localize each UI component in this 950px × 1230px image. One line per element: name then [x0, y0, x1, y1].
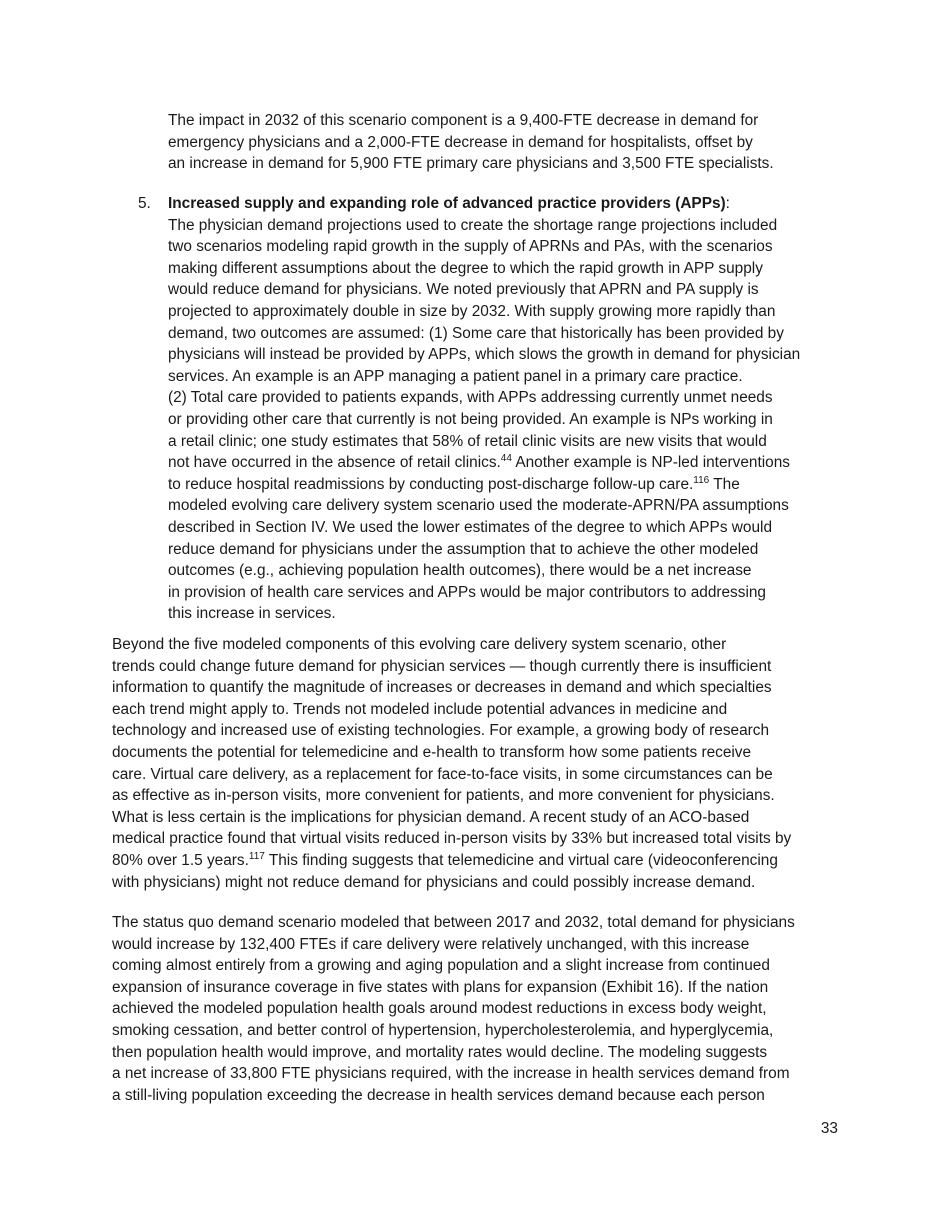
- list-item-number: 5.: [138, 195, 151, 212]
- paragraph-line-text: This finding suggests that telemedicine and virtual care (videoconferencing: [264, 851, 778, 869]
- list-line: would reduce demand for physicians. We noted previously that APRN and PA supply is: [168, 281, 759, 299]
- paragraph-line: a still-living population exceeding the decrease in health services demand because each person: [112, 1086, 765, 1104]
- paragraph-line: each trend might apply to. Trends not modeled include potential advances in medicine and: [112, 700, 728, 718]
- paragraph-line: with physicians) might not reduce demand for physicians and could possibly increase demand.: [112, 873, 756, 891]
- list-line: described in Section IV. We used the lower estimates of the degree to which APPs would: [168, 518, 772, 536]
- status-quo-paragraph: [112, 912, 842, 1106]
- list-item-body: [168, 193, 852, 625]
- list-line: making different assumptions about the degree to which the rapid growth in APP supply: [168, 259, 763, 277]
- paragraph-line: information to quantify the magnitude of increases or decreases in demand and which specialties: [112, 679, 772, 697]
- list-line: reduce demand for physicians under the assumption that to achieve the other modeled: [168, 540, 759, 558]
- list-line: The physician demand projections used to create the shortage range projections included: [168, 216, 778, 234]
- paragraph-line: medical practice found that virtual visits reduced in-person visits by 33% but increased total visits by: [112, 830, 792, 848]
- list-line-text: Another example is NP-led interventions: [511, 454, 790, 472]
- paragraph-line: then population health would improve, and mortality rates would decline. The modeling suggests: [112, 1043, 768, 1061]
- paragraph-line: a net increase of 33,800 FTE physicians required, with the increase in health services demand from: [112, 1065, 790, 1083]
- list-line: this increase in services.: [168, 605, 336, 623]
- paragraph-line: as effective as in-person visits, more convenient for patients, and more convenient for physicians.: [112, 787, 775, 805]
- intro-line: an increase in demand for 5,900 FTE primary care physicians and 3,500 FTE specialists.: [168, 155, 774, 173]
- paragraph-line-ref117: [112, 850, 842, 872]
- list-line-text: to reduce hospital readmissions by conducting post-discharge follow-up care.: [168, 475, 694, 493]
- list-line-text: The: [709, 475, 740, 493]
- list-line: services. An example is an APP managing a patient panel in a primary care practice.: [168, 367, 743, 385]
- paragraph-line: achieved the modeled population health goals around modest reductions in excess body weight,: [112, 1000, 767, 1018]
- list-line: demand, two outcomes are assumed: (1) Some care that historically has been provided by: [168, 324, 784, 342]
- footnote-ref-44: 44: [500, 453, 512, 465]
- paragraph-line: technology and increased use of existing technologies. For example, a growing body of research: [112, 722, 770, 740]
- paragraph-line: coming almost entirely from a growing and aging population and a slight increase from continued: [112, 957, 770, 975]
- paragraph-line: would increase by 132,400 FTEs if care delivery were relatively unchanged, with this increase: [112, 935, 750, 953]
- list-line: in provision of health care services and APPs would be major contributors to addressing: [168, 583, 766, 601]
- beyond-paragraph: [112, 634, 842, 893]
- list-line: physicians will instead be provided by APPs, which slows the growth in demand for physician: [168, 346, 801, 364]
- paragraph-line: The status quo demand scenario modeled that between 2017 and 2032, total demand for physicians: [112, 914, 795, 931]
- list-item-heading-line: [168, 193, 852, 215]
- paragraph-line: care. Virtual care delivery, as a replacement for face-to-face visits, in some circumstances can be: [112, 765, 773, 783]
- intro-paragraph: [168, 110, 848, 175]
- list-line-text: not have occurred in the absence of retail clinics.: [168, 454, 501, 472]
- list-line: outcomes (e.g., achieving population health outcomes), there would be a net increase: [168, 562, 752, 580]
- paragraph-line: expansion of insurance coverage in five states with plans for expansion (Exhibit 16). If the nation: [112, 978, 769, 996]
- list-line: modeled evolving care delivery system scenario used the moderate-APRN/PA assumptions: [168, 497, 789, 515]
- list-line: two scenarios modeling rapid growth in the supply of APRNs and PAs, with the scenarios: [168, 238, 773, 256]
- page-number: 33: [820, 1120, 838, 1137]
- paragraph-line: documents the potential for telemedicine and e-health to transform how some patients receive: [112, 743, 752, 761]
- list-line: or providing other care that currently is not being provided. An example is NPs working in: [168, 410, 773, 428]
- intro-line: The impact in 2032 of this scenario component is a 9,400-FTE decrease in demand for: [168, 112, 759, 129]
- list-line: (2) Total care provided to patients expands, with APPs addressing currently unmet needs: [168, 389, 773, 407]
- paragraph-line: Beyond the five modeled components of this evolving care delivery system scenario, other: [112, 636, 727, 653]
- paragraph-line-text: 80% over 1.5 years.: [112, 851, 249, 869]
- footnote-ref-116: 116: [693, 474, 710, 486]
- list-line: projected to approximately double in size by 2032. With supply growing more rapidly than: [168, 302, 776, 320]
- paragraph-line: trends could change future demand for physician services — though currently there is insufficient: [112, 657, 772, 675]
- list-item-heading-suffix: :: [725, 195, 730, 212]
- list-line-ref44: [168, 452, 852, 474]
- paragraph-line: What is less certain is the implications for physician demand. A recent study of an ACO-based: [112, 808, 750, 826]
- list-line: a retail clinic; one study estimates that 58% of retail clinic visits are new visits that would: [168, 432, 767, 450]
- intro-line: emergency physicians and a 2,000-FTE decrease in demand for hospitalists, offset by: [168, 133, 753, 151]
- footnote-ref-117: 117: [248, 850, 265, 862]
- list-item-heading: Increased supply and expanding role of advanced practice providers (APPs): [168, 195, 726, 212]
- list-line-ref116: [168, 474, 852, 496]
- paragraph-line: smoking cessation, and better control of hypertension, hypercholesterolemia, and hyperglycemia,: [112, 1021, 774, 1039]
